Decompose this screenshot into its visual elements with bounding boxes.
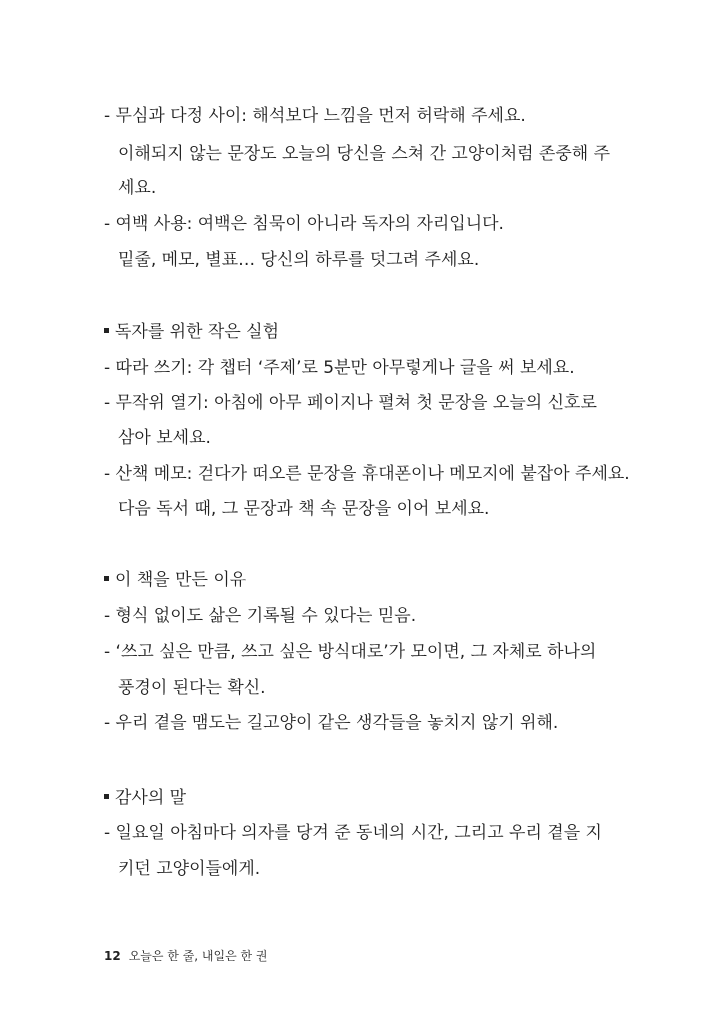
page-footer [104, 948, 268, 964]
reason-item-2: - ‘쓰고 싶은 만큼, 쓰고 싶은 방식대로’가 모이면, 그 자체로 하나의 [104, 642, 597, 662]
section-heading-thanks-text: 감사의 말 [115, 788, 187, 808]
thanks-item-1-cont-1: 키던 고양이들에게. [118, 859, 261, 879]
intro-item-2: - 여백 사용: 여백은 침묵이 아니라 독자의 자리입니다. [104, 214, 504, 234]
intro-item-1-cont-1: 이해되지 않는 문장도 오늘의 당신을 스쳐 간 고양이처럼 존중해 주 [118, 144, 611, 164]
intro-item-1-cont-2: 세요. [118, 178, 157, 198]
section-heading-experiments-text: 독자를 위한 작은 실험 [115, 322, 280, 342]
book-title: 오늘은 한 줄, 내일은 한 권 [128, 949, 268, 963]
reason-item-1: - 형식 없이도 삶은 기록될 수 있다는 믿음. [104, 606, 417, 626]
section-heading-thanks [104, 786, 604, 810]
square-bullet-icon [104, 794, 109, 799]
intro-item-2-cont-1: 밑줄, 메모, 별표… 당신의 하루를 덧그려 주세요. [118, 250, 480, 270]
experiments-item-1: - 따라 쓰기: 각 챕터 ‘주제’로 5분만 아무렇게나 글을 써 보세요. [104, 358, 575, 378]
section-heading-reason [104, 568, 604, 592]
experiments-item-3-cont-1: 다음 독서 때, 그 문장과 책 속 문장을 이어 보세요. [118, 499, 490, 519]
reason-item-3: - 우리 곁을 맴도는 길고양이 같은 생각들을 놓치지 않기 위해. [104, 713, 559, 733]
section-heading-reason-text: 이 책을 만든 이유 [115, 570, 247, 590]
square-bullet-icon [104, 576, 109, 581]
experiments-item-2-cont-1: 삼아 보세요. [118, 428, 211, 448]
reason-item-2-cont-1: 풍경이 된다는 확신. [118, 678, 266, 698]
square-bullet-icon [104, 328, 109, 333]
experiments-item-2: - 무작위 열기: 아침에 아무 페이지나 펼쳐 첫 문장을 오늘의 신호로 [104, 393, 597, 413]
thanks-item-1: - 일요일 아침마다 의자를 당겨 준 동네의 시간, 그리고 우리 곁을 지 [104, 823, 602, 843]
section-heading-experiments [104, 320, 604, 344]
experiments-item-3: - 산책 메모: 걷다가 떠오른 문장을 휴대폰이나 메모지에 붙잡아 주세요. [104, 464, 630, 484]
page-number: 12 [104, 949, 121, 963]
intro-item-1: - 무심과 다정 사이: 해석보다 느낌을 먼저 허락해 주세요. [104, 106, 526, 126]
